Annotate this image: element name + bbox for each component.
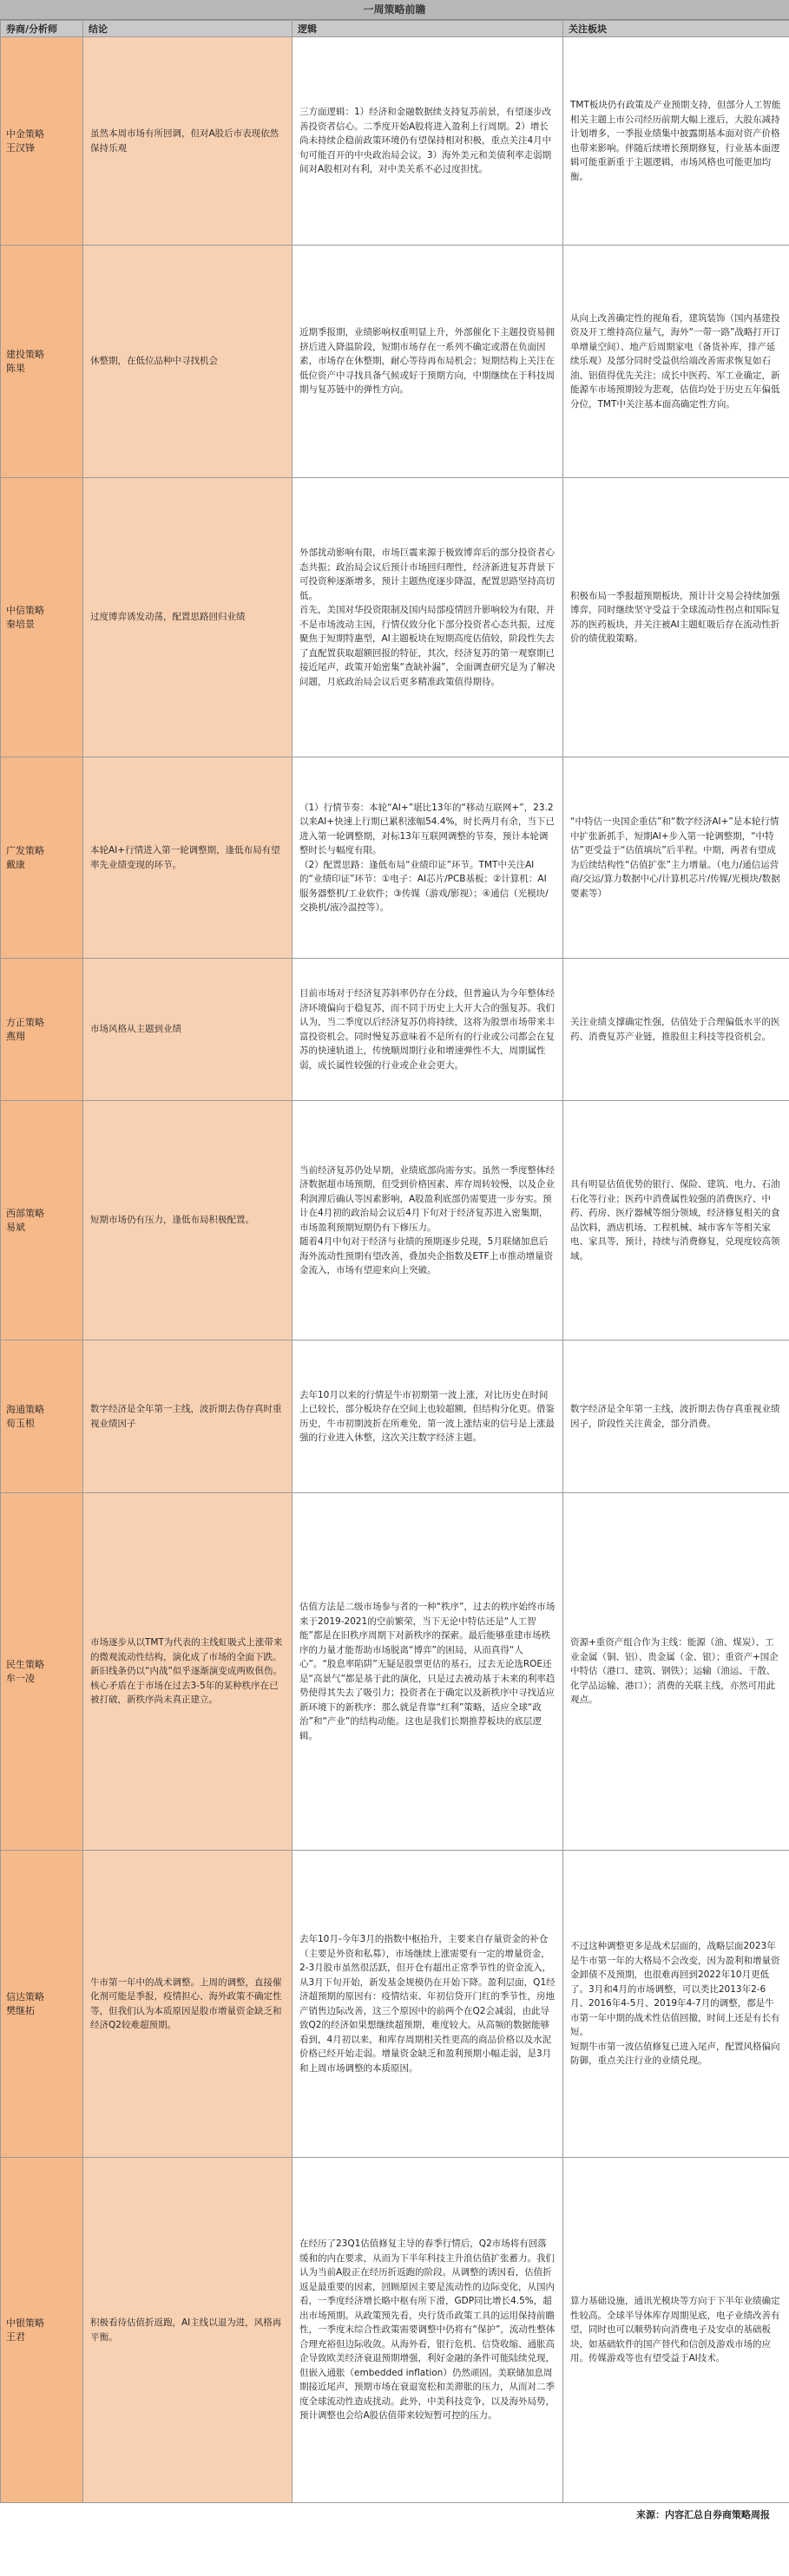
cell-logic: 估值方法是二级市场参与者的一种“秩序”，过去的秩序始终市场来于2019-2021的空前繁荣，当下无论中特估还是“人工智能”都是在旧秩序周期下对新秩序的探索。最后能够重建市场秩序的力量才能帮助市场脱离“博弈”的困局，从而真得“人心”。“股息率陷阱”无疑是股票更估的基石，过去无论选ROE还是“高景气”都是基于此的演化，只是过去被动基于未来的利率趋势使得其失去了吸引力；投资者在于确定以及新秩序中寻找适应新环境下的新秩序：那么就是背靠“红利”策略，适应全球“政治”和“产业”的结构动能。这也是我们长期推荐板块的底层逻辑。 — [293, 1493, 563, 1851]
cell-logic: 外部扰动影响有限，市场巨震来源于极致博弈后的部分投资者心态共振；政治局会议后预计市场回归理性，经济新进复苏背景下可投资种逐渐增多，预计主题热度逐步降温，配置思路坚持高切低。 首先，美国对华投资限制及国内局部疫情回升影响较为有限，并不是市场波动主因，行情仅致分化下部分投资者心态共振，过度聚焦于短期特惠型，AI主题板块在短期高度估值较，阶段性失去了直配置获取超额回报的特征，其次，经济复苏的第一观察期已接近尾声，政策开始密集“查缺补漏”，全面调查研究是为了解决问题，月底政治局会议后更多精准政策值得期待。 — [293, 478, 563, 757]
table-row — [1, 478, 789, 757]
analyst-name: 樊继拓 — [6, 2004, 35, 2016]
cell-broker — [1, 37, 83, 246]
column-header-broker: 券商/分析师 — [1, 21, 83, 37]
cell-conclusion: 虽然本周市场有所回调，但对A股后市表现依然保持乐观 — [83, 37, 293, 246]
strategy-table — [0, 20, 789, 2503]
cell-conclusion: 市场逐步从以TMT为代表的主线虹吸式上涨带来的微观流动性结构，演化成了市场的全面下跌。新旧线条仍以“内战”似乎逐渐演变成两败俱伤。 核心矛盾在于市场在过去3-5年的某种秩序在已被打破，新秩序尚未真正建立。 — [83, 1493, 293, 1851]
table-row — [1, 2158, 789, 2503]
cell-broker — [1, 2158, 83, 2503]
cell-conclusion: 短期市场仍有压力，逢低布局积极配置。 — [83, 1101, 293, 1340]
broker-name: 中信策略 — [6, 604, 44, 616]
cell-broker — [1, 1851, 83, 2158]
cell-conclusion: 过度博弈诱发动荡，配置思路回归业绩 — [83, 478, 293, 757]
cell-focus: TMT板块仍有政策及产业预期支持，但部分人工智能相关主题上市公司经历前期大幅上涨后，大股东减持计划增多，一季报业绩集中披露期基本面对资产价格也带来影响。伴随后续增长预期修复，行业基本面逻辑可能重新重于主题逻辑，市场风格也可能更加均衡。 — [563, 37, 789, 246]
cell-focus: 不过这种调整更多是战术层面的，战略层面2023年是牛市第一年的大格局不会改变，因为盈利和增量资金卸债不及预期，也很难再回到2022年10月更低了。3月和4月的市场调整，可以类比2013年2-6月、2016年4-5月、2019年4-7月的调整，都是牛市第一年中期的战术性估值回撤，时间上还是有长有短。 短期牛市第一波估值修复已进入尾声，配置风格偏向防御，重点关注行业的业绩兑现。 — [563, 1851, 789, 2158]
cell-logic: 近期季报期，业绩影响权重明显上升，外部催化下主题投资易拥挤后进入降温阶段，短期市场存在一系列不确定或潜在负面因素，市场存在休整期，耐心等待再布局机会；短期结构上关注在低位资产中寻找具备气候或好于预期方向，中期继续在于科技周期与复苏链中的弹性方向。 — [293, 246, 563, 478]
cell-logic: 当前经济复苏仍处早期，业绩底部尚需夯实。虽然一季度整体经济数据超市场预期，但受到价格因素、库存周转较慢，以及企业利润滞后确认等因素影响，A股盈利底部仍需要进一步夯实。预计在4月初的政治局会议后4月下旬对于经济复苏进入密集期，市场盈利预期短期仍有下修压力。 随着4月中旬对于经济与业绩的预期逐步兑现，5月联储加息后海外流动性预期有望改善，叠加央企指数及ETF上市推动增量资金流入，市场有望迎来向上突破。 — [293, 1101, 563, 1340]
cell-logic: 在经历了23Q1估值修复主导的春季行情后，Q2市场将有回落缓和的内在要求，从而为下半年科技主升浪估值扩张蓄力。我们认为当前A股正在经历折返跑的阶段。从调整的诱因看，估值折返是最重要的因素，回顾原因主要是流动性的边际变化，从国内看，一季度经济增长略中枢有所下滑，GDP同比增长4.5%，超出市场预期。从政策预先看，央行货币政策工具的运用保持前瞻性，一季度末综合性政策需要调整中仍将有“保护”，流动性整体合理充裕但边际收敛。从海外看，银行危机、信贷收缩、通胀高企导致欧美经济衰退预期增强，利好金融的条件可能陆续兑现，但嵌入通胀（embedded inflation）仍然顽固。美联储加息周期接近尾声，预期市场在衰退宽松和美滞胀的压力，从而对二季度全球流动性造成扰动。此外，中美科技竞争，以及海外局势，预计调整也会给A股估值带来较短暂可控的压力。 — [293, 2158, 563, 2503]
cell-logic: 去年10月以来的行情是牛市初期第一波上涨，对比历史在时间上已较长，部分板块存在空间上也较超额，但结构分化更。借鉴历史，牛市初期波折在所难免，第一波上涨结束的信号是上涨最强的行业进入休整，这次关注数字经济主题。 — [293, 1340, 563, 1493]
analyst-name: 燕翔 — [6, 1030, 25, 1042]
cell-broker — [1, 959, 83, 1101]
broker-name: 西部策略 — [6, 1207, 44, 1219]
analyst-name: 秦培景 — [6, 618, 35, 630]
table-row — [1, 1493, 789, 1851]
cell-focus: 从向上改善确定性的视角看，建筑装饰（国内基建投资及开工维持高位量气，海外“一带一路”战略打开订单增量空间）、地产后周期家电（备货补库，排产延续乐观）及部分同时受益供给端改善需求恢复如石油、铝值得优先关注；成长中医药、军工业确定，新能源车市场预期较为悲观，估值均处于历史五年偏低分位，TMT中关注基本面高确定性方向。 — [563, 246, 789, 478]
cell-broker — [1, 478, 83, 757]
source-note: 来源：内容汇总自券商策略周报 — [636, 2509, 770, 2520]
broker-name: 中银策略 — [6, 2317, 44, 2329]
table-row — [1, 1101, 789, 1340]
cell-logic: 去年10月-今年3月的指数中枢抬升，主要来自存量资金的补仓（主要是外资和私募），市场继续上涨需要有一定的增量资金，2-3月股市虽然很活跃，但开仓有超出正常季节性的资金流入，从3月下旬开始，新发基金规模仍在开始下降。盈利层面，Q1经济超预期的原因有：疫情结束、年初信贷开门红的季节性，房地产销售边际改善，这三个原因中的前两个在Q2会减弱，由此导致Q2的经济如果想继续超预期，难度较大。从高频的数据能够看到，4月初以来，和库存周期相关性更高的商品价格以及水泥价格已经开始走弱。增量资金缺乏和盈利预期小幅走弱，是3月和上周市场调整的本质原因。 — [293, 1851, 563, 2158]
cell-broker — [1, 1493, 83, 1851]
cell-focus: “中特估一央国企重估”和“数字经济AI+”是本轮行情中扩张新抓手，短期AI+步入第一轮调整期，“中特估”更受益于“估值填坑”后半程。中期，两者有望成为后续结构性“估值扩张”主力增量。（电力/通信运营商/交运/算力数据中心/计算机芯片/传媒/光模块/数据要素等） — [563, 757, 789, 959]
cell-conclusion: 市场风格从主题到业绩 — [83, 959, 293, 1101]
table-title: 一周策略前瞻 — [0, 0, 789, 20]
broker-name: 中金策略 — [6, 128, 44, 140]
table-row — [1, 757, 789, 959]
analyst-name: 易斌 — [6, 1221, 25, 1233]
cell-focus: 具有明显估值优势的银行、保险、建筑、电力、石油石化等行业；医药中消费属性较强的消费医疗、中药、药房、医疗器械等细分领域，经济修复相关的食品饮料，酒店机场、工程机械、城市客车等相关家电、家具等，预计，持续与消费修复，兑现度较高领域。 — [563, 1101, 789, 1340]
cell-logic: 目前市场对于经济复苏斜率仍存在分歧，但普遍认为今年整体经济环境偏向于稳复苏，而不同于历史上大开大合的强复苏。我们认为，当二季度以后经济复苏仍将持续，这将为股票市场带来丰富投资机会。同时慢复苏意味着不是所有的行业或公司都会在复苏的快速轨道上，传统顺周期行业和增速弹性不大，周期属性弱，成长属性较强的行业或企业会更大。 — [293, 959, 563, 1101]
analyst-name: 戴康 — [6, 858, 25, 870]
analyst-name: 陈果 — [6, 362, 25, 374]
column-header-focus: 关注板块 — [563, 21, 789, 37]
cell-broker — [1, 1101, 83, 1340]
header-row — [1, 21, 789, 37]
cell-conclusion: 本轮AI+行情进入第一轮调整期，逢低布局有望率先业绩变现的环节。 — [83, 757, 293, 959]
broker-name: 民生策略 — [6, 1658, 44, 1670]
broker-name: 方正策略 — [6, 1016, 44, 1028]
broker-name: 信达策略 — [6, 1990, 44, 2002]
broker-name: 海通策略 — [6, 1403, 44, 1415]
cell-logic: 三方面逻辑：1）经济和金融数据续支持复苏前景，有望逐步改善投资者信心。二季度开始A股将进入盈利上行周期。2）增长尚未持续企稳前政策环境仍有望保持相对积极，重点关注4月中旬可能召开的中央政治局会议。3）海外美元和美债利率走弱期间对A股相对有利，对中美关系不必过度担忧。 — [293, 37, 563, 246]
analyst-name: 牟一凌 — [6, 1672, 35, 1684]
table-row — [1, 1340, 789, 1493]
table-row — [1, 1851, 789, 2158]
cell-focus: 数字经济是全年第一主线，波折期去伪存真重视业绩因子，阶段性关注黄金，部分消费。 — [563, 1340, 789, 1493]
analyst-name: 王君 — [6, 2330, 25, 2343]
cell-broker — [1, 1340, 83, 1493]
cell-focus: 积极布局一季报超预期板块，预计计交易会持续加强博弈，同时继续坚守受益于全球流动性拐点和国际复苏的医药板块，并关注被AI主题虹吸后存在流动性折价的绩优股策略。 — [563, 478, 789, 757]
analyst-name: 王汉锋 — [6, 141, 35, 154]
broker-name: 广发策略 — [6, 844, 44, 856]
cell-focus: 关注业绩支撑确定性强，估值处于合理偏低水平的医药、消费复苏产业链，推股但主科技等投资机会。 — [563, 959, 789, 1101]
table-row — [1, 959, 789, 1101]
column-header-logic: 逻辑 — [293, 21, 563, 37]
cell-broker — [1, 246, 83, 478]
cell-conclusion: 数字经济是全年第一主线，波折期去伪存真时重视业绩因子 — [83, 1340, 293, 1493]
table-row — [1, 246, 789, 478]
column-header-conclusion: 结论 — [83, 21, 293, 37]
table-row — [1, 37, 789, 246]
cell-focus: 算力基础设施，通讯光模块等方向于下半年业绩确定性较高。全球半导体库存周期见底，电子业绩改善有望，同时也可以顺势转向消费电子及安卓的基础板块，如基础软件的国产替代和信创及游戏市场的应用。传媒游戏等也有望受益于AI技术。 — [563, 2158, 789, 2503]
cell-focus: 资源+重资产组合作为主线：能源（油、煤炭）、工业金属（铜、铝）、贵金属（金、银）；重资产+国企中特估（港口、建筑、钢铁）；运输（油运、干散、化学品运输、港口）；消费的关联主线，亦然可用此观点。 — [563, 1493, 789, 1851]
cell-broker — [1, 757, 83, 959]
cell-conclusion: 牛市第一年中的战术调整。上周的调整，直接催化剂可能是季报，疫情担心、海外政策不确定性等，但我们认为本质原因是股市增量资金缺乏和经济Q2较难超预期。 — [83, 1851, 293, 2158]
cell-conclusion: 积极看待估值折返跑，AI主线以退为进，风格再平衡。 — [83, 2158, 293, 2503]
broker-name: 建投策略 — [6, 348, 44, 360]
cell-logic: （1）行情节奏：本轮“AI+”堪比13年的“移动互联网+”，23.2以来AI+快速上行期已累积涨幅54.4%，时长两月有余，当下已进入第一轮调整期，对标13年互联网调整的节奏，预计本轮调整时长与幅度有限。 （2）配置思路：逢低布局“业绩印证”环节。TMT中关注AI的“业绩印证”环节：①电子：AI芯片/PCB基板；②计算机：AI服务器整机/工业软件；③传媒（游戏/影视）；④通信（光模块/交换机/液冷温控等）。 — [293, 757, 563, 959]
analyst-name: 荀玉根 — [6, 1417, 35, 1429]
cell-conclusion: 休整期，在低位品种中寻找机会 — [83, 246, 293, 478]
